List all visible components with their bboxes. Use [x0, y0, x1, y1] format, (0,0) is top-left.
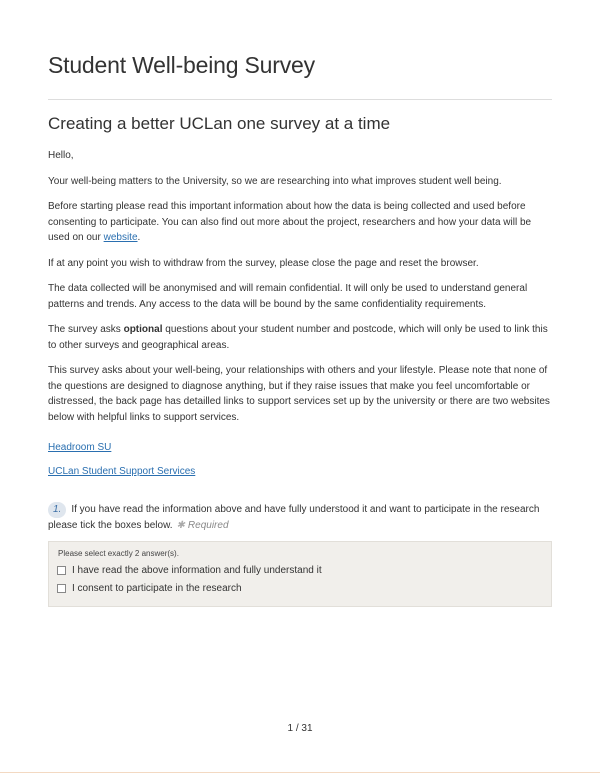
intro-paragraph-5-bold: optional — [123, 324, 163, 335]
intro-paragraph-1: Your well-being matters to the University, so we are researching into what improves student well being. — [48, 175, 502, 187]
website-link[interactable]: website — [103, 232, 138, 243]
intro-paragraph-3: If at any point you wish to withdraw from the survey, please close the page and reset the browser. — [48, 257, 479, 269]
intro-paragraph-5-end: questions about your student number and postcode, which will only be used to link this to other surveys and geographical areas. — [48, 324, 548, 351]
answer-instruction: Please select exactly 2 answer(s). — [58, 549, 179, 558]
option-read-understand-label: I have read the above information and fully understand it — [72, 565, 322, 576]
checkbox-read-understand[interactable] — [57, 566, 66, 575]
intro-paragraph-6: This survey asks about your well-being, your relationships with others and your lifestyle. Please note that none of the questions are designed to diagnose anything, but if they raise issues that make you feel uncomfortable or distressed, the back page has detailled links to support services set up by the university or there are two websites below with helpful links to support services. — [48, 365, 550, 423]
required-star-icon: ✱ — [176, 519, 185, 531]
greeting: Hello, — [48, 150, 74, 161]
option-read-understand[interactable] — [57, 565, 322, 576]
page-number: 1 / 31 — [287, 723, 313, 734]
required-indicator — [177, 520, 229, 531]
question-1 — [48, 502, 552, 533]
intro-paragraph-2-text: Before starting please read this important information about how the data is being collected and used before consenting to participate. You can also find out more about the project, researchers and how your data will be used on our — [48, 201, 532, 243]
question-number: 1. — [48, 502, 66, 518]
headroom-su-link[interactable]: Headroom SU — [48, 442, 112, 453]
answer-box — [48, 541, 552, 607]
support-services-paragraph — [48, 464, 552, 480]
headroom-paragraph — [48, 440, 552, 456]
intro-paragraph-2 — [48, 199, 552, 246]
checkbox-consent[interactable] — [57, 584, 66, 593]
intro-paragraph-5 — [48, 322, 552, 353]
page-title: Student Well-being Survey — [48, 52, 315, 78]
intro-paragraph-5-start: The survey asks — [48, 324, 124, 335]
intro-text — [48, 148, 552, 487]
option-consent[interactable] — [57, 583, 242, 594]
question-text: If you have read the information above and have fully understood it and want to participate in the research please tick the boxes below. — [48, 504, 540, 531]
intro-paragraph-4: The data collected will be anonymised and will remain confidential. It will only be used to understand general patterns and trends. Any access to the data will be bound by the same confidentiality requirements. — [48, 283, 528, 310]
intro-paragraph-2-end: . — [137, 232, 141, 243]
support-services-link[interactable]: UCLan Student Support Services — [48, 465, 196, 477]
page-subtitle: Creating a better UCLan one survey at a time — [48, 114, 391, 133]
title-divider — [48, 99, 552, 100]
required-label: Required — [187, 519, 229, 531]
bottom-divider — [0, 772, 600, 773]
option-consent-label: I consent to participate in the research — [72, 583, 242, 594]
